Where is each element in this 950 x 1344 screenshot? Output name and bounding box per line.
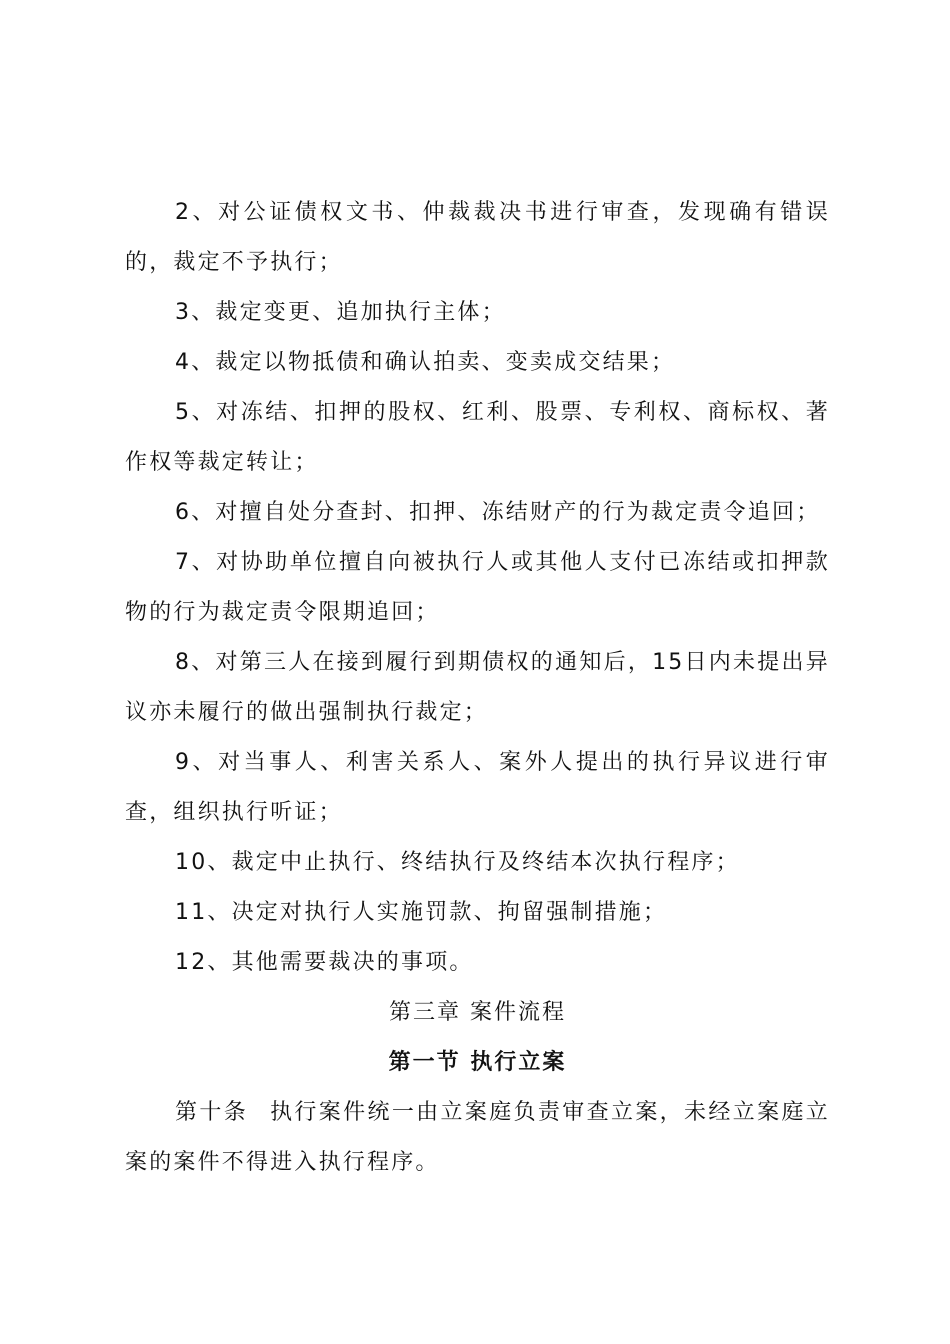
list-item-2: 2、对公证债权文书、仲裁裁决书进行审查，发现确有错误的，裁定不予执行； [125,200,830,275]
list-item-3: 3、裁定变更、追加执行主体； [175,300,506,325]
list-item-12: 12、其他需要裁决的事项。 [175,950,474,975]
list-item-11: 11、决定对执行人实施罚款、拘留强制措施； [175,900,668,925]
article-text: 执行案件统一由立案庭负责审查立案，未经立案庭立案的案件不得进入执行程序。 [125,1100,830,1175]
article-label: 第十条 [175,1100,249,1125]
section-heading: 第一节 执行立案 [388,1050,567,1075]
list-item-10: 10、裁定中止执行、终结执行及终结本次执行程序； [175,850,740,875]
list-item-5: 5、对冻结、扣押的股权、红利、股票、专利权、商标权、著作权等裁定转让； [125,400,830,475]
body-text [125,188,830,1188]
chapter-heading: 第三章 案件流程 [389,1000,566,1025]
list-item-6: 6、对擅自处分查封、扣押、冻结财产的行为裁定责令追回； [175,500,821,525]
list-item-7: 7、对协助单位擅自向被执行人或其他人支付已冻结或扣押款物的行为裁定责令限期追回； [125,550,830,625]
list-item-8: 8、对第三人在接到履行到期债权的通知后，15日内未提出异议亦未履行的做出强制执行裁定； [125,650,830,725]
article-10 [125,1088,830,1188]
list-item-9: 9、对当事人、利害关系人、案外人提出的执行异议进行审查，组织执行听证； [125,750,830,825]
list-item-4: 4、裁定以物抵债和确认拍卖、变卖成交结果； [175,350,676,375]
